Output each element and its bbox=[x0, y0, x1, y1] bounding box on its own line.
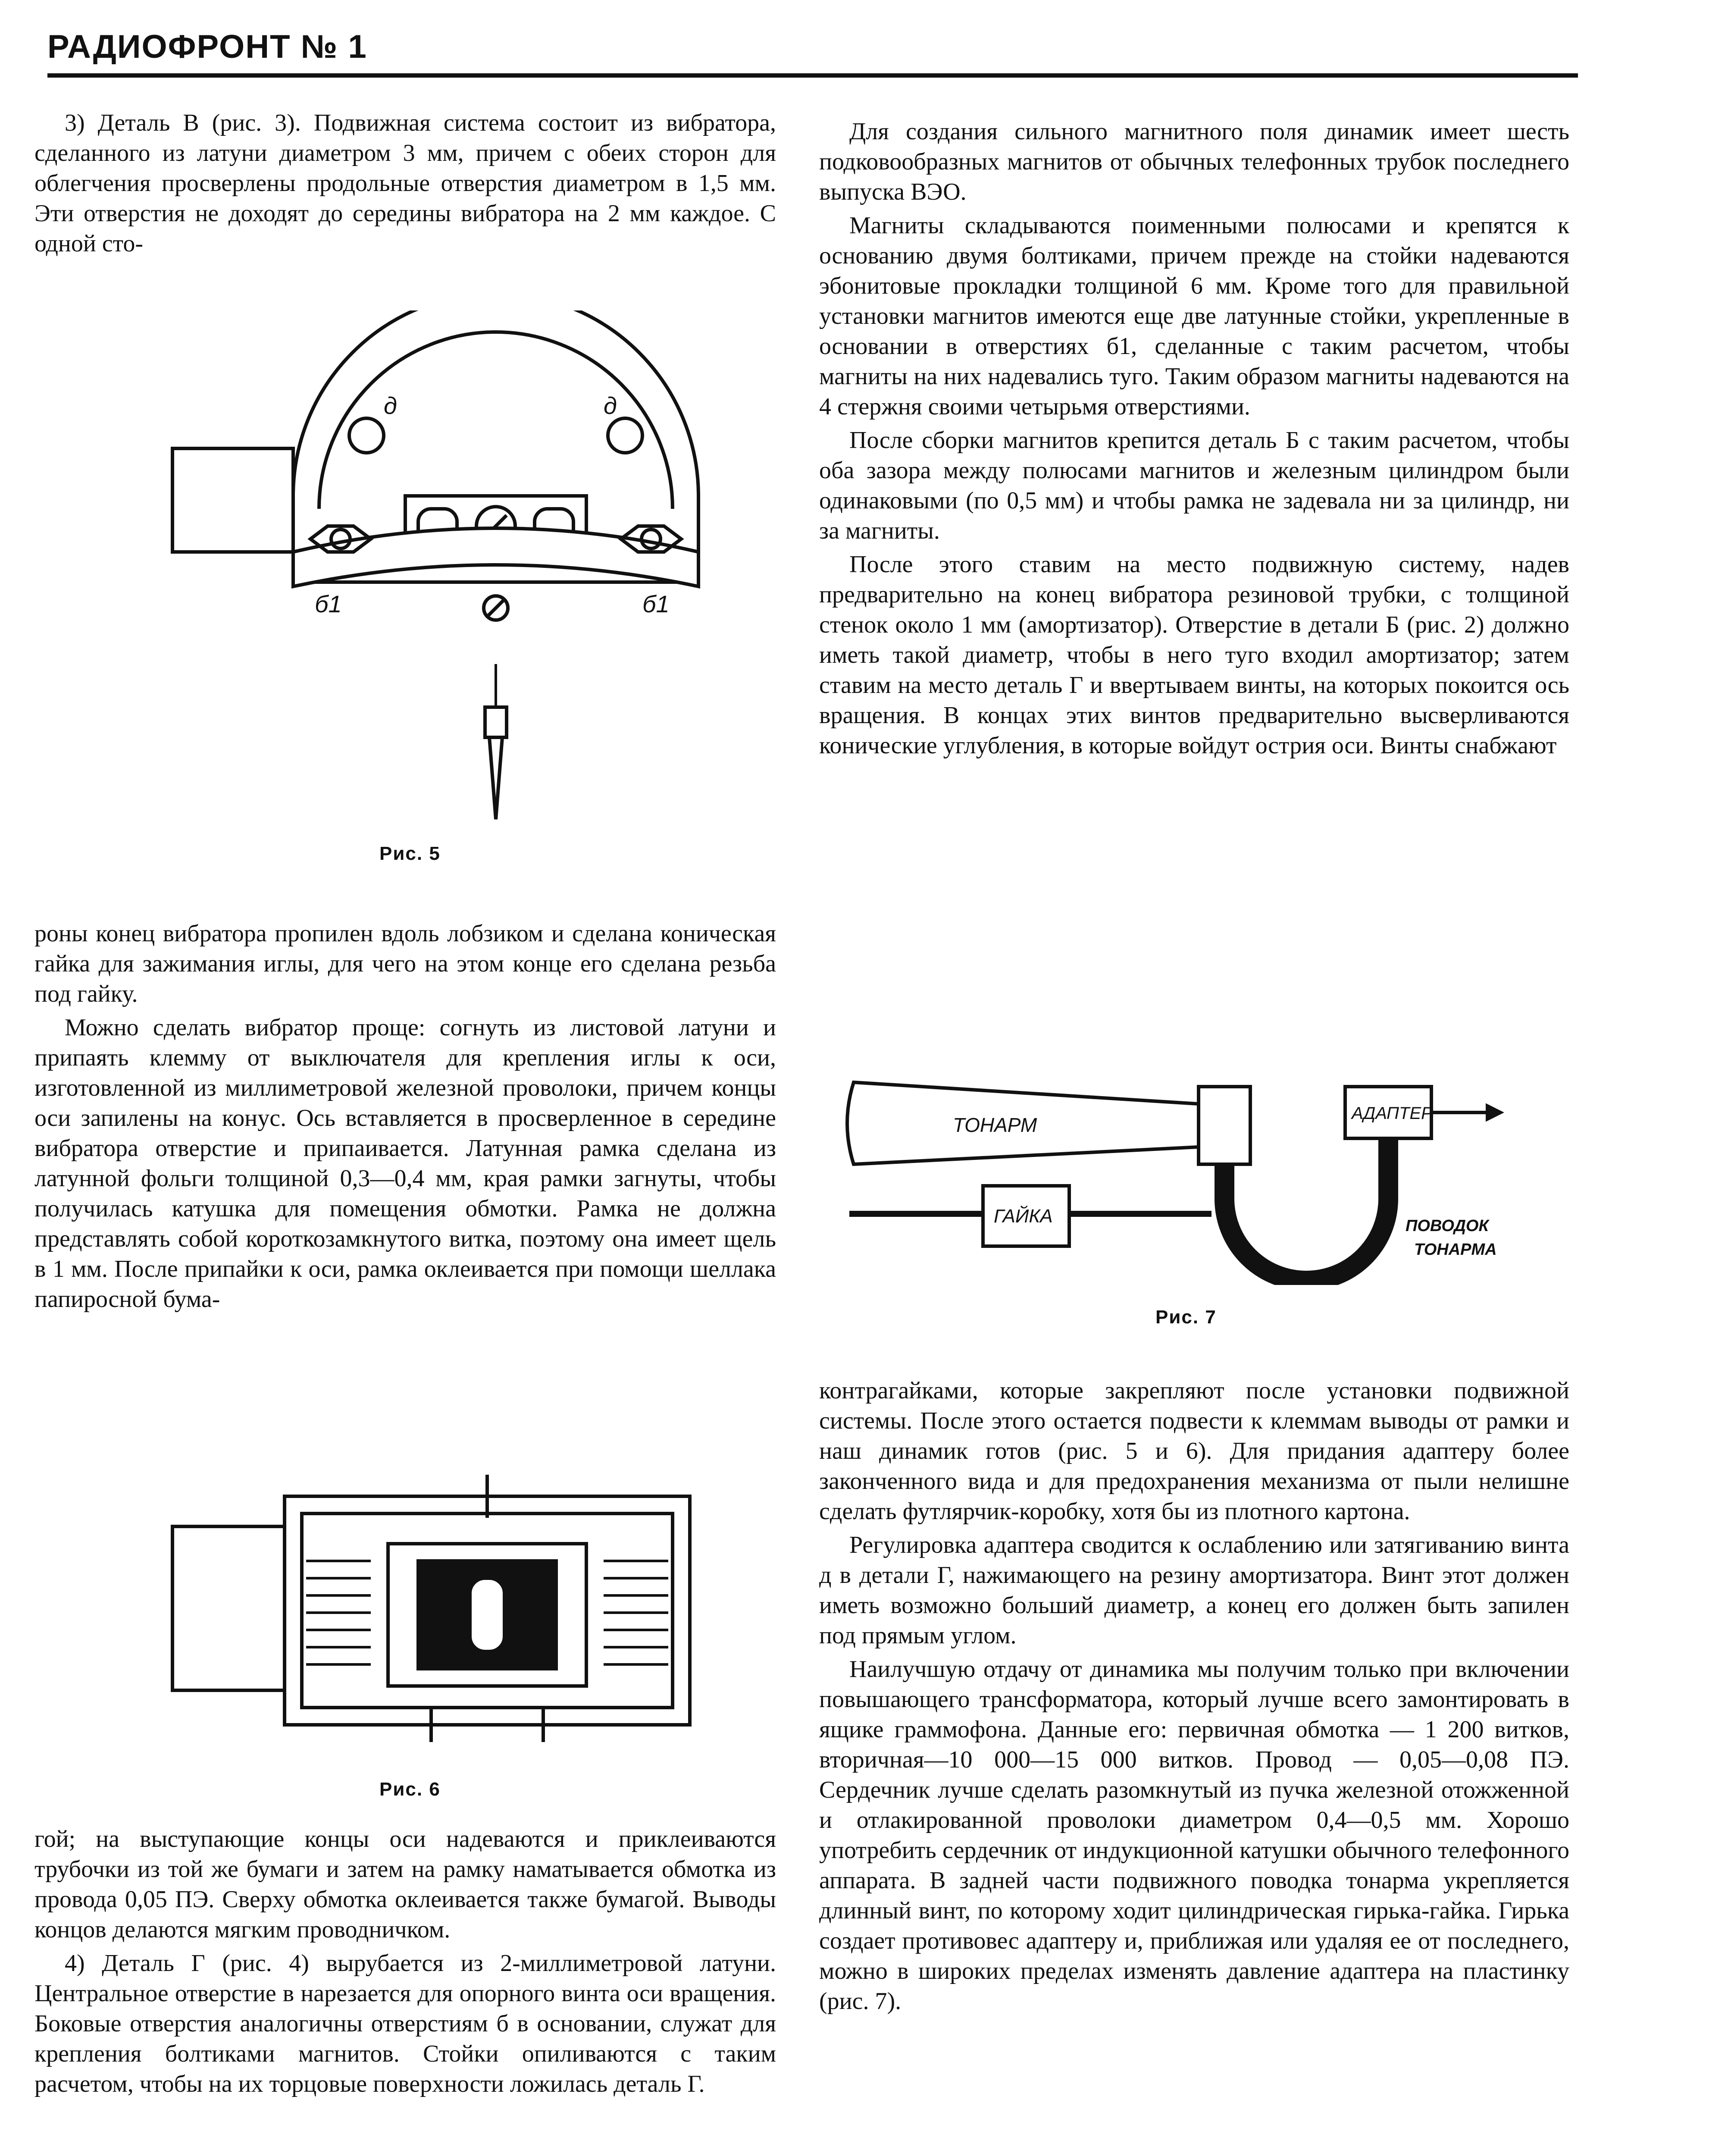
left-column-top bbox=[34, 108, 776, 259]
label-tonearm: ТОНАРМ bbox=[953, 1114, 1037, 1136]
header-rule bbox=[47, 73, 1578, 78]
figure-5-drawing bbox=[164, 310, 707, 837]
paragraph: Для создания сильного магнитного поля динамик имеет шесть подковообразных магнитов от обычных телефонных трубок последнего выпуска ВЭО. bbox=[819, 118, 1569, 205]
paragraph: роны конец вибратора пропилен вдоль лобзиком и сделана коническая гайка для зажимания иглы, для чего на этом конце его сделана резьба под гайку. bbox=[34, 920, 776, 1007]
figure-5-caption: Рис. 5 bbox=[379, 843, 441, 864]
paragraph: Можно сделать вибратор проще: согнуть из листовой латуни и припаять клемму от выключателя для крепления иглы к оси, изготовленной из миллиметровой железной проволоки, причем концы оси запилены на конус. Ось вставляется в просверленное в середине вибратора отверстие и припаивается. Латунная рамка сделана из латунной фольги толщиной 0,3—0,4 мм, края рамки загнуты, чтобы получилась катушка для помещения обмотки. Рамка не должна представлять собой короткозамкнутого витка, поэтому она имеет щель в 1 мм. После припайки к оси, рамка оклеивается при помощи шеллака папиросной бума- bbox=[34, 1014, 776, 1313]
right-column-bottom bbox=[819, 1376, 1569, 2016]
label-b1: б1 bbox=[315, 590, 342, 617]
paragraph: гой; на выступающие концы оси надеваются и приклеиваются трубочки из той же бумаги и затем на рамку наматывается обмотка из провода 0,05 ПЭ. Сверху обмотка оклеивается также бумагой. Выводы концов делаются мягким проводничком. bbox=[34, 1826, 776, 1943]
paragraph: контрагайками, которые закрепляют после установки подвижной системы. После этого остается подвести к клеммам выводы от рамки и наш динамик готов (рис. 5 и 6). Для придания адаптеру более законченного вида и для предохранения механизма от пыли нелишне сделать футлярчик-коробку, хотя бы из плотного картона. bbox=[819, 1377, 1569, 1525]
label-b1: б1 bbox=[642, 590, 670, 617]
label-d: д bbox=[604, 392, 617, 419]
tonearm-joint bbox=[1199, 1087, 1250, 1164]
left-column-middle bbox=[34, 918, 776, 1314]
needle-tip bbox=[489, 737, 502, 819]
right-column-top bbox=[819, 116, 1569, 761]
paragraph: 4) Деталь Г (рис. 4) вырубается из 2-миллиметровой латуни. Центральное отверстие в нарезается для опорного винта оси вращения. Боковые отверстия аналогичны отверстиям б в основании, служат для крепления болтиками магнитов. Стойки опиливаются с таким расчетом, чтобы на их торцовые поверхности ложилась деталь Г. bbox=[34, 1950, 776, 2097]
figure-7-caption: Рис. 7 bbox=[1155, 1307, 1217, 1328]
paragraph: Регулировка адаптера сводится к ослаблению или затягиванию винта д в детали Г, нажимающего на резину амортизатора. Винт этот должен иметь возможно больший диаметр, а конец его должен быть запилен под прямым углом. bbox=[819, 1532, 1569, 1649]
label-lead: ТОНАРМА bbox=[1414, 1241, 1497, 1259]
magazine-title: РАДИОФРОНТ № 1 bbox=[47, 28, 367, 65]
paragraph: После сборки магнитов крепится деталь Б с таким расчетом, чтобы оба зазора между полюсами магнитов и железным цилиндром были одинаковыми (по 0,5 мм) и чтобы рамка не задевала ни за цилиндр, ни за магниты. bbox=[819, 427, 1569, 544]
magnet-side-block bbox=[172, 1526, 285, 1690]
label-lead: ПОВОДОК bbox=[1406, 1217, 1489, 1235]
paragraph: После этого ставим на место подвижную систему, надев предварительно на конец вибратора резиновой трубки, с толщиной стенок около 1 мм (амортизатор). Отверстие в детали Б (рис. 2) должно иметь такой диаметр, чтобы в него туго входил амортизатор; затем ставим на место деталь Г и ввертываем винты, на которых покоится ось вращения. В концах этих винтов предварительно высверливаются конические углубления, в которые войдут острия оси. Винты снабжают bbox=[819, 551, 1569, 759]
figure-5 bbox=[164, 310, 707, 837]
figure-6 bbox=[164, 1466, 698, 1751]
figure-6-caption: Рис. 6 bbox=[379, 1779, 441, 1800]
figure-7-drawing bbox=[845, 1069, 1543, 1285]
paragraph: 3) Деталь В (рис. 3). Подвижная система состоит из вибратора, сделанного из латуни диаметром 3 мм, причем с обеих сторон для облегчения просверлены продольные отверстия диаметром в 1,5 мм. Эти отверстия не доходят до середины вибратора на 2 мм каждое. С одной сто- bbox=[34, 110, 776, 257]
paragraph: Наилучшую отдачу от динамика мы получим только при включении повышающего трансформатора, который лучше всего замонтировать в ящике граммофона. Данные его: первичная обмотка — 1 200 витков, вторичная—10 000—15 000 витков. Провод — 0,05—0,08 ПЭ. Сердечник лучше сделать разомкнутый из пучка железной отожженной и отлакированной проволоки диаметром 0,4—0,5 мм. Хорошо употребить сердечник от индукционной катушки обычного телефонного аппарата. В задней части подвижного поводка тонарма укрепляется длинный винт, по которому ходит цилиндрическая гирька-гайка. Гирька создает противовес адаптеру и, приближая или удаляя ее от последнего, можно в широких пределах изменять давление адаптера на пластинку (рис. 7). bbox=[819, 1656, 1569, 2015]
label-d: д bbox=[384, 392, 397, 419]
page-header bbox=[47, 24, 1578, 75]
paragraph: Магниты складываются поименными полюсами и крепятся к основанию двумя болтиками, причем прежде на стойки надеваются эбонитовые прокладки толщиной 6 мм. Кроме того для правильной установки магнитов имеются еще две латунные стойки, укрепленные в основании в отверстиях б1, сделанные с таким расчетом, чтобы магниты на них надевались туго. Таким образом магниты надеваются на 4 стержня своими четырьмя отверстиями. bbox=[819, 212, 1569, 420]
figure-7 bbox=[845, 1069, 1543, 1285]
needle-holder bbox=[485, 707, 507, 737]
label-adapter: АДАПТЕР bbox=[1352, 1104, 1433, 1123]
left-column-bottom bbox=[34, 1824, 776, 2099]
figure-6-drawing bbox=[164, 1466, 698, 1751]
label-nut: ГАЙКА bbox=[994, 1206, 1053, 1227]
coil-slot bbox=[470, 1578, 504, 1651]
magnet-side-block bbox=[172, 448, 293, 552]
